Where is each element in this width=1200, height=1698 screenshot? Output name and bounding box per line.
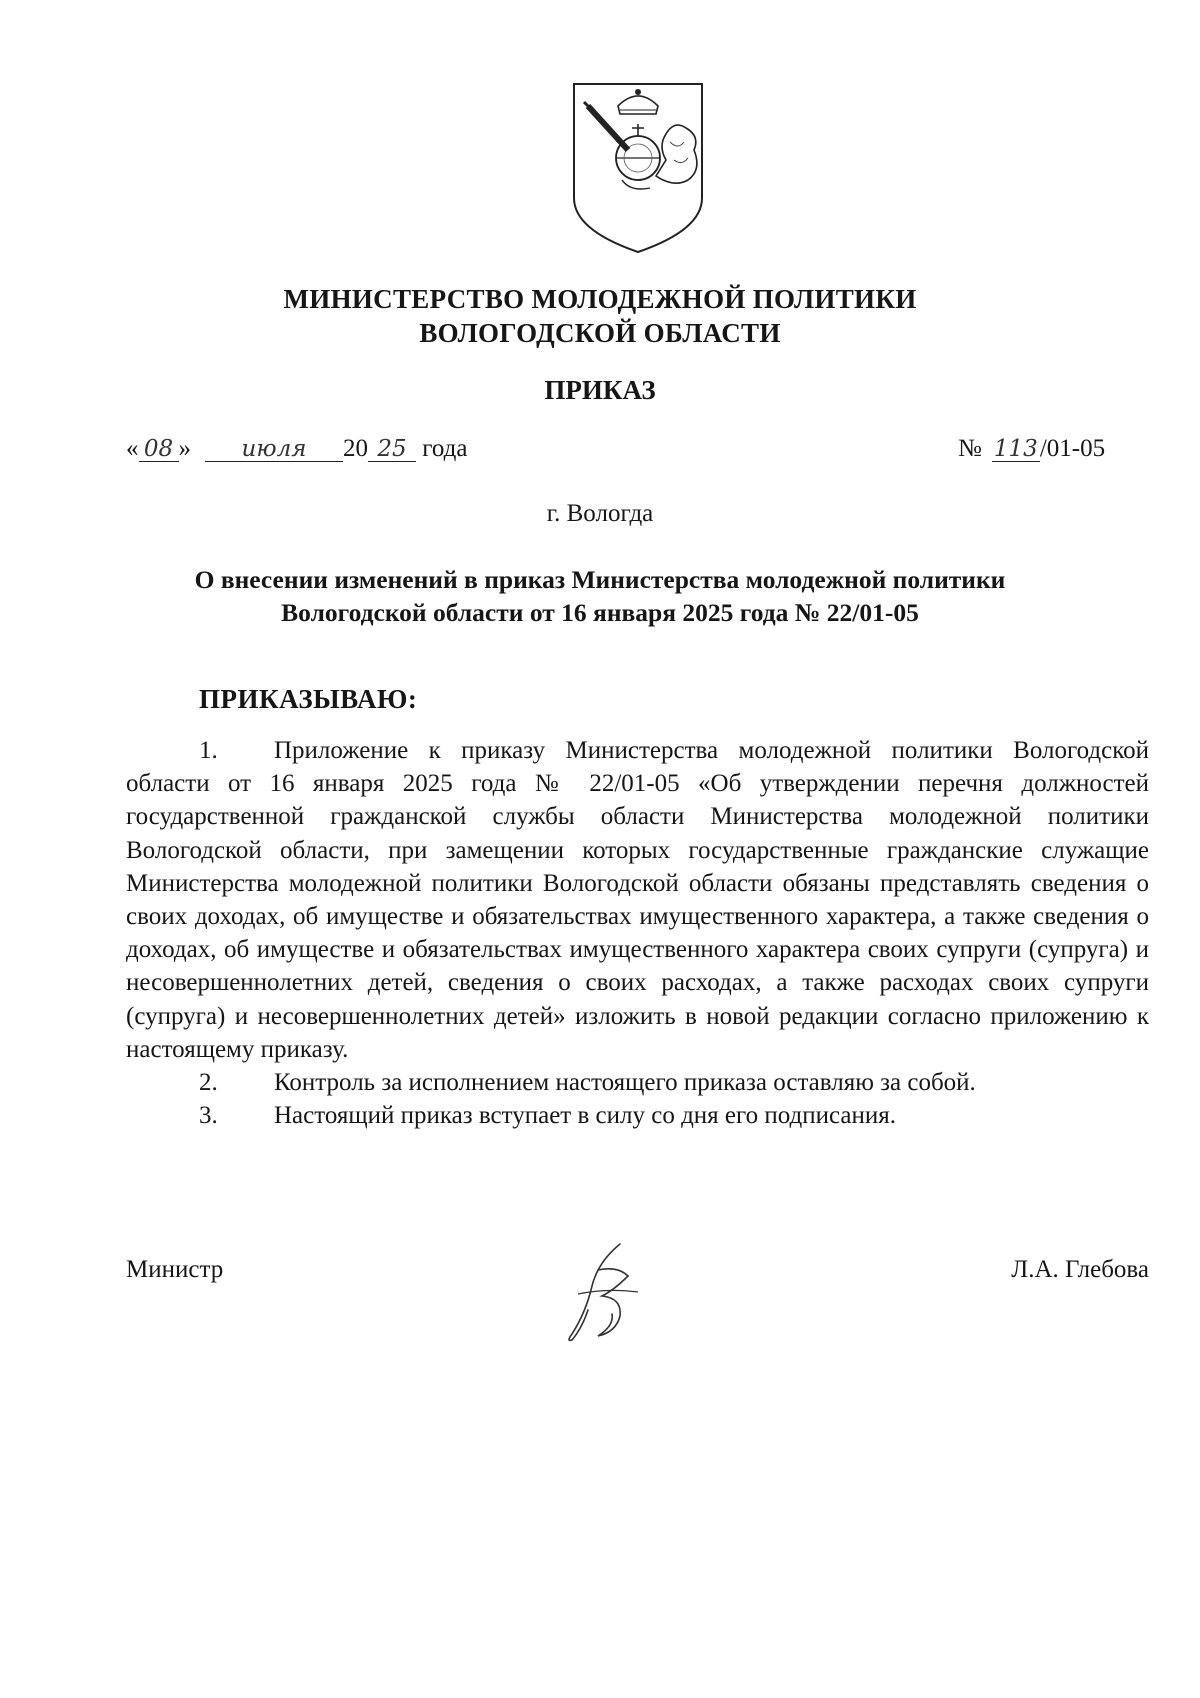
quote-open: « xyxy=(126,435,139,462)
list-item xyxy=(126,1066,1149,1099)
handwritten-year: 25 xyxy=(368,437,416,462)
vologda-coat-of-arms-icon xyxy=(570,80,706,256)
title-line1: О внесении изменений в приказ Министерства молодежной политики xyxy=(194,565,1006,594)
handwritten-month: июля xyxy=(205,437,343,462)
ministry-name-line2: ВОЛОГОДСКОЙ ОБЛАСТИ xyxy=(419,318,781,348)
document-title xyxy=(0,563,1200,629)
order-date xyxy=(126,435,467,463)
ministry-name-line1: МИНИСТЕРСТВО МОЛОДЕЖНОЙ ПОЛИТИКИ xyxy=(283,284,917,314)
handwritten-signature-icon xyxy=(558,1236,648,1346)
item-number: 1. xyxy=(199,737,218,764)
title-line2: Вологодской области от 16 января 2025 года № 22/01-05 xyxy=(281,598,919,627)
list-item xyxy=(126,1099,1149,1132)
signer-name: Л.А. Глебова xyxy=(1011,1256,1149,1283)
handwritten-number: 113 xyxy=(992,437,1040,462)
order-number xyxy=(958,435,1105,463)
signer-position: Министр xyxy=(126,1256,224,1283)
document-type: ПРИКАЗ xyxy=(544,375,656,405)
number-suffix: /01-05 xyxy=(1039,435,1106,462)
item-text: Настоящий приказ вступает в силу со дня его подписания. xyxy=(274,1102,897,1130)
city: г. Вологда xyxy=(546,500,654,527)
item-number: 2. xyxy=(199,1069,218,1097)
item-text: Приложение к приказу Министерства молодежной политики Вологодской области от 16 января 2025 года № 22/01-05 «Об утверждении перечня должностей государственной гражданской службы области Министерства молодежной политики Вологодской области, при замещении которых государственные гражданские служащие Министерства молодежной политики Вологодской области обязаны представлять сведения о своих доходах, об имуществе и обязательствах имущественного характера, а также сведения о доходах, об имуществе и обязательствах имущественного характера своих супруги (супруга) и несовершеннолетних детей, сведения о своих расходах, а также расходах своих супруги (супруга) и несовершеннолетних детей» изложить в новой редакции согласно приложению к настоящему приказу. xyxy=(126,737,1149,1063)
item-number: 3. xyxy=(199,1102,218,1130)
list-item xyxy=(126,734,1149,1066)
order-word: ПРИКАЗЫВАЮ: xyxy=(199,684,418,714)
signature-block xyxy=(126,1256,1149,1366)
document-body xyxy=(126,734,1149,1132)
handwritten-day: 08 xyxy=(139,437,179,462)
item-text: Контроль за исполнением настоящего приказа оставляю за собой. xyxy=(274,1069,976,1097)
year-word: года xyxy=(422,435,468,462)
quote-close: » xyxy=(178,435,191,462)
year-prefix: 20 xyxy=(343,435,368,462)
number-sign: № xyxy=(958,435,982,462)
